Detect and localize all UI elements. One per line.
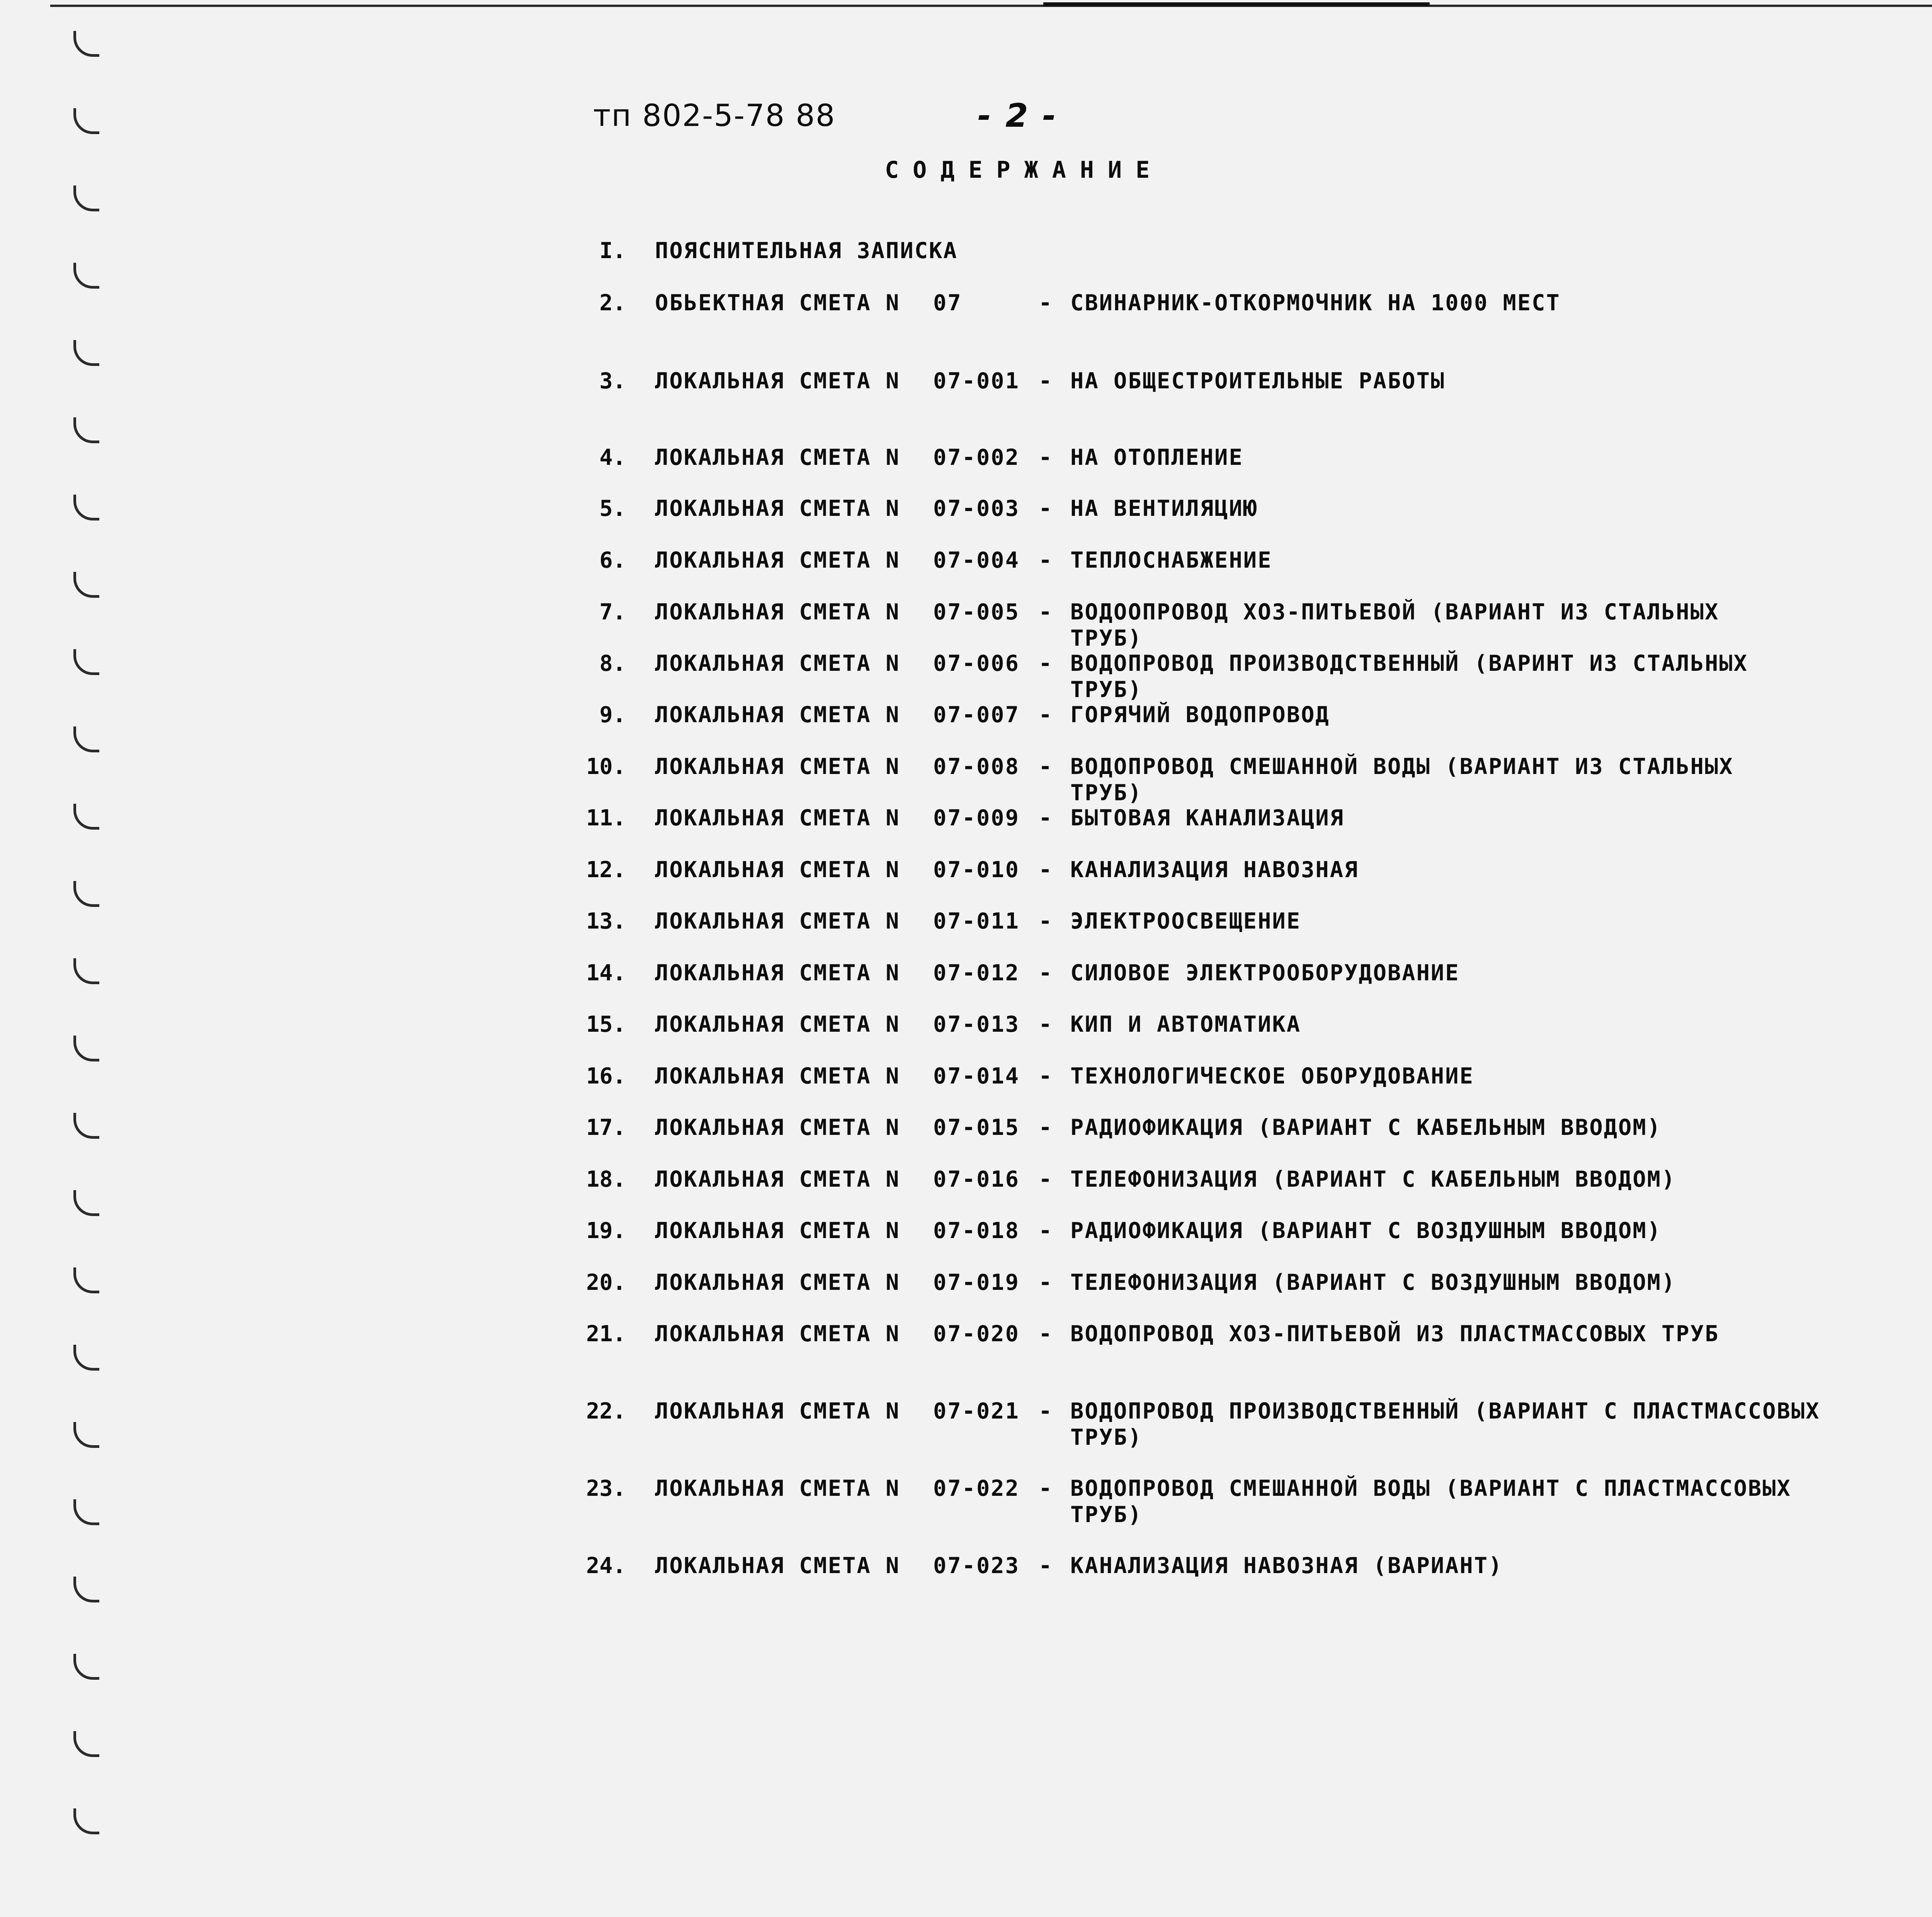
- feed-hole-mark: [73, 649, 99, 675]
- feed-hole-mark: [73, 1113, 99, 1139]
- toc-code: 07-021: [933, 1398, 1020, 1424]
- toc-description: ТЕЛЕФОНИЗАЦИЯ (ВАРИАНТ С ВОЗДУШНЫМ ВВОДОМ): [1070, 1270, 1676, 1295]
- feed-hole-mark: [73, 572, 99, 598]
- toc-number: 15.: [586, 1012, 626, 1037]
- toc-dash: -: [1039, 1012, 1052, 1037]
- toc-code: 07-018: [933, 1218, 1020, 1243]
- toc-label: ЛОКАЛЬНАЯ СМЕТА N: [655, 1218, 900, 1243]
- toc-number: 16.: [586, 1063, 626, 1089]
- toc-number: 2.: [599, 290, 626, 316]
- toc-code: 07-014: [933, 1063, 1020, 1089]
- toc-number: 22.: [586, 1398, 626, 1424]
- toc-label: ЛОКАЛЬНАЯ СМЕТА N: [655, 1270, 900, 1295]
- toc-label: ЛОКАЛЬНАЯ СМЕТА N: [655, 1167, 900, 1192]
- toc-label: ЛОКАЛЬНАЯ СМЕТА N: [655, 908, 900, 934]
- toc-number: I.: [599, 238, 626, 264]
- toc-label: ЛОКАЛЬНАЯ СМЕТА N: [655, 857, 900, 883]
- toc-dash: -: [1039, 1476, 1052, 1501]
- toc-number: 21.: [586, 1321, 626, 1347]
- toc-dash: -: [1039, 702, 1052, 728]
- feed-hole-mark: [73, 1499, 99, 1525]
- toc-label: ЛОКАЛЬНАЯ СМЕТА N: [655, 548, 900, 573]
- toc-number: 12.: [586, 857, 626, 883]
- toc-dash: -: [1039, 1553, 1052, 1579]
- toc-description: ВОДОПРОВОД ХОЗ-ПИТЬЕВОЙ ИЗ ПЛАСТМАССОВЫХ ТРУБ: [1070, 1321, 1719, 1347]
- toc-number: 19.: [586, 1218, 626, 1243]
- toc-dash: -: [1039, 1063, 1052, 1089]
- left-tractor-margin: [58, 0, 112, 1917]
- toc-label: ЛОКАЛЬНАЯ СМЕТА N: [655, 1115, 900, 1140]
- feed-hole-mark: [73, 881, 99, 907]
- toc-code: 07-020: [933, 1321, 1020, 1347]
- toc-dash: -: [1039, 548, 1052, 573]
- toc-label: ЛОКАЛЬНАЯ СМЕТА N: [655, 1398, 900, 1424]
- toc-dash: -: [1039, 1321, 1052, 1347]
- feed-hole-mark: [73, 1422, 99, 1448]
- toc-description: ВОДОПРОВОД ПРОИЗВОДСТВЕННЫЙ (ВАРИАНТ С ПЛАСТМАССОВЫХ ТРУБ): [1070, 1398, 1820, 1450]
- feed-hole-mark: [73, 1654, 99, 1680]
- toc-description: КАНАЛИЗАЦИЯ НАВОЗНАЯ: [1070, 857, 1359, 883]
- document-code: тп 802-5-78 88: [593, 99, 836, 133]
- page-title: СОДЕРЖАНИЕ: [885, 156, 1164, 184]
- toc-dash: -: [1039, 857, 1052, 883]
- feed-hole-mark: [73, 1267, 99, 1293]
- toc-number: 6.: [599, 548, 626, 573]
- toc-label: ЛОКАЛЬНАЯ СМЕТА N: [655, 1063, 900, 1089]
- toc-number: 3.: [599, 368, 626, 394]
- toc-code: 07-019: [933, 1270, 1020, 1295]
- toc-dash: -: [1039, 368, 1052, 394]
- toc-label: ЛОКАЛЬНАЯ СМЕТА N: [655, 496, 900, 521]
- toc-label: ЛОКАЛЬНАЯ СМЕТА N: [655, 651, 900, 676]
- toc-description: ВОДОПРОВОД ПРОИЗВОДСТВЕННЫЙ (ВАРИНТ ИЗ СТАЛЬНЫХ ТРУБ): [1070, 651, 1748, 703]
- toc-label: ОБЬЕКТНАЯ СМЕТА N: [655, 290, 900, 316]
- toc-description: РАДИОФИКАЦИЯ (ВАРИАНТ С КАБЕЛЬНЫМ ВВОДОМ): [1070, 1115, 1662, 1140]
- toc-code: 07-004: [933, 548, 1020, 573]
- toc-number: 11.: [586, 805, 626, 831]
- toc-number: 20.: [586, 1270, 626, 1295]
- toc-code: 07-003: [933, 496, 1020, 521]
- toc-code: 07-009: [933, 805, 1020, 831]
- toc-number: 5.: [599, 496, 626, 521]
- top-edge-mark: [1043, 2, 1430, 6]
- toc-description: ВОДОПРОВОД СМЕШАННОЙ ВОДЫ (ВАРИАНТ ИЗ СТАЛЬНЫХ ТРУБ): [1070, 754, 1734, 806]
- toc-dash: -: [1039, 960, 1052, 986]
- toc-code: 07-007: [933, 702, 1020, 728]
- toc-code: 07-022: [933, 1476, 1020, 1501]
- toc-dash: -: [1039, 1218, 1052, 1243]
- feed-hole-mark: [73, 1190, 99, 1216]
- toc-label: ЛОКАЛЬНАЯ СМЕТА N: [655, 754, 900, 779]
- feed-hole-mark: [73, 726, 99, 752]
- toc-label: ЛОКАЛЬНАЯ СМЕТА N: [655, 368, 900, 394]
- toc-code: 07-006: [933, 651, 1020, 676]
- toc-dash: -: [1039, 445, 1052, 470]
- toc-dash: -: [1039, 908, 1052, 934]
- toc-code: 07-010: [933, 857, 1020, 883]
- toc-number: 10.: [586, 754, 626, 779]
- toc-code: 07-015: [933, 1115, 1020, 1140]
- feed-hole-mark: [73, 263, 99, 289]
- feed-hole-mark: [73, 1731, 99, 1757]
- toc-description: ТЕХНОЛОГИЧЕСКОЕ ОБОРУДОВАНИЕ: [1070, 1063, 1474, 1089]
- toc-number: 24.: [586, 1553, 626, 1579]
- toc-label: ЛОКАЛЬНАЯ СМЕТА N: [655, 1476, 900, 1501]
- toc-label: ЛОКАЛЬНАЯ СМЕТА N: [655, 1553, 900, 1579]
- toc-description: НА ОБЩЕСТРОИТЕЛЬНЫЕ РАБОТЫ: [1070, 368, 1446, 394]
- toc-dash: -: [1039, 651, 1052, 676]
- toc-code: 07-002: [933, 445, 1020, 470]
- toc-code: 07-005: [933, 599, 1020, 625]
- toc-label: ЛОКАЛЬНАЯ СМЕТА N: [655, 1321, 900, 1347]
- feed-hole-mark: [73, 1036, 99, 1061]
- toc-description: ТЕПЛОСНАБЖЕНИЕ: [1070, 548, 1272, 573]
- toc-code: 07-016: [933, 1167, 1020, 1192]
- toc-number: 8.: [599, 651, 626, 676]
- toc-description: КИП И АВТОМАТИКА: [1070, 1012, 1301, 1037]
- toc-code: 07: [933, 290, 962, 316]
- toc-dash: -: [1039, 1115, 1052, 1140]
- toc-label: ПОЯСНИТЕЛЬНАЯ ЗАПИСКА: [655, 238, 958, 264]
- toc-dash: -: [1039, 290, 1052, 316]
- page-number: - 2 -: [978, 97, 1058, 134]
- feed-hole-mark: [73, 1808, 99, 1834]
- feed-hole-mark: [73, 804, 99, 830]
- toc-description: СИЛОВОЕ ЭЛЕКТРООБОРУДОВАНИЕ: [1070, 960, 1460, 986]
- toc-dash: -: [1039, 599, 1052, 625]
- feed-hole-mark: [73, 495, 99, 520]
- feed-hole-mark: [73, 108, 99, 134]
- toc-label: ЛОКАЛЬНАЯ СМЕТА N: [655, 445, 900, 470]
- toc-description: БЫТОВАЯ КАНАЛИЗАЦИЯ: [1070, 805, 1345, 831]
- toc-label: ЛОКАЛЬНАЯ СМЕТА N: [655, 805, 900, 831]
- toc-code: 07-012: [933, 960, 1020, 986]
- feed-hole-mark: [73, 958, 99, 984]
- toc-label: ЛОКАЛЬНАЯ СМЕТА N: [655, 599, 900, 625]
- toc-description: ВОДООПРОВОД ХОЗ-ПИТЬЕВОЙ (ВАРИАНТ ИЗ СТАЛЬНЫХ ТРУБ): [1070, 599, 1719, 651]
- toc-dash: -: [1039, 805, 1052, 831]
- toc-code: 07-023: [933, 1553, 1020, 1579]
- toc-code: 07-008: [933, 754, 1020, 779]
- toc-description: КАНАЛИЗАЦИЯ НАВОЗНАЯ (ВАРИАНТ): [1070, 1553, 1503, 1579]
- toc-number: 14.: [586, 960, 626, 986]
- toc-dash: -: [1039, 1167, 1052, 1192]
- toc-number: 17.: [586, 1115, 626, 1140]
- toc-description: НА ОТОПЛЕНИЕ: [1070, 445, 1243, 470]
- feed-hole-mark: [73, 1345, 99, 1371]
- toc-description: ТЕЛЕФОНИЗАЦИЯ (ВАРИАНТ С КАБЕЛЬНЫМ ВВОДОМ): [1070, 1167, 1676, 1192]
- feed-hole-mark: [73, 185, 99, 211]
- toc-description: ГОРЯЧИЙ ВОДОПРОВОД: [1070, 702, 1330, 728]
- feed-hole-mark: [73, 1577, 99, 1602]
- toc-description: ЭЛЕКТРООСВЕЩЕНИЕ: [1070, 908, 1301, 934]
- toc-dash: -: [1039, 1398, 1052, 1424]
- toc-code: 07-001: [933, 368, 1020, 394]
- toc-number: 9.: [599, 702, 626, 728]
- toc-dash: -: [1039, 496, 1052, 521]
- toc-description: СВИНАРНИК-ОТКОРМОЧНИК НА 1000 МЕСТ: [1070, 290, 1561, 316]
- toc-number: 7.: [599, 599, 626, 625]
- toc-code: 07-011: [933, 908, 1020, 934]
- toc-number: 4.: [599, 445, 626, 470]
- feed-hole-mark: [73, 417, 99, 443]
- toc-number: 13.: [586, 908, 626, 934]
- feed-hole-mark: [73, 340, 99, 366]
- toc-label: ЛОКАЛЬНАЯ СМЕТА N: [655, 702, 900, 728]
- top-edge-rule: [50, 5, 1932, 7]
- feed-hole-mark: [73, 31, 99, 57]
- toc-code: 07-013: [933, 1012, 1020, 1037]
- toc-label: ЛОКАЛЬНАЯ СМЕТА N: [655, 1012, 900, 1037]
- toc-number: 23.: [586, 1476, 626, 1501]
- toc-dash: -: [1039, 1270, 1052, 1295]
- toc-description: РАДИОФИКАЦИЯ (ВАРИАНТ С ВОЗДУШНЫМ ВВОДОМ): [1070, 1218, 1662, 1243]
- toc-description: НА ВЕНТИЛЯЦИЮ: [1070, 496, 1258, 521]
- toc-dash: -: [1039, 754, 1052, 779]
- toc-label: ЛОКАЛЬНАЯ СМЕТА N: [655, 960, 900, 986]
- toc-description: ВОДОПРОВОД СМЕШАННОЙ ВОДЫ (ВАРИАНТ С ПЛАСТМАССОВЫХ ТРУБ): [1070, 1476, 1791, 1527]
- toc-number: 18.: [586, 1167, 626, 1192]
